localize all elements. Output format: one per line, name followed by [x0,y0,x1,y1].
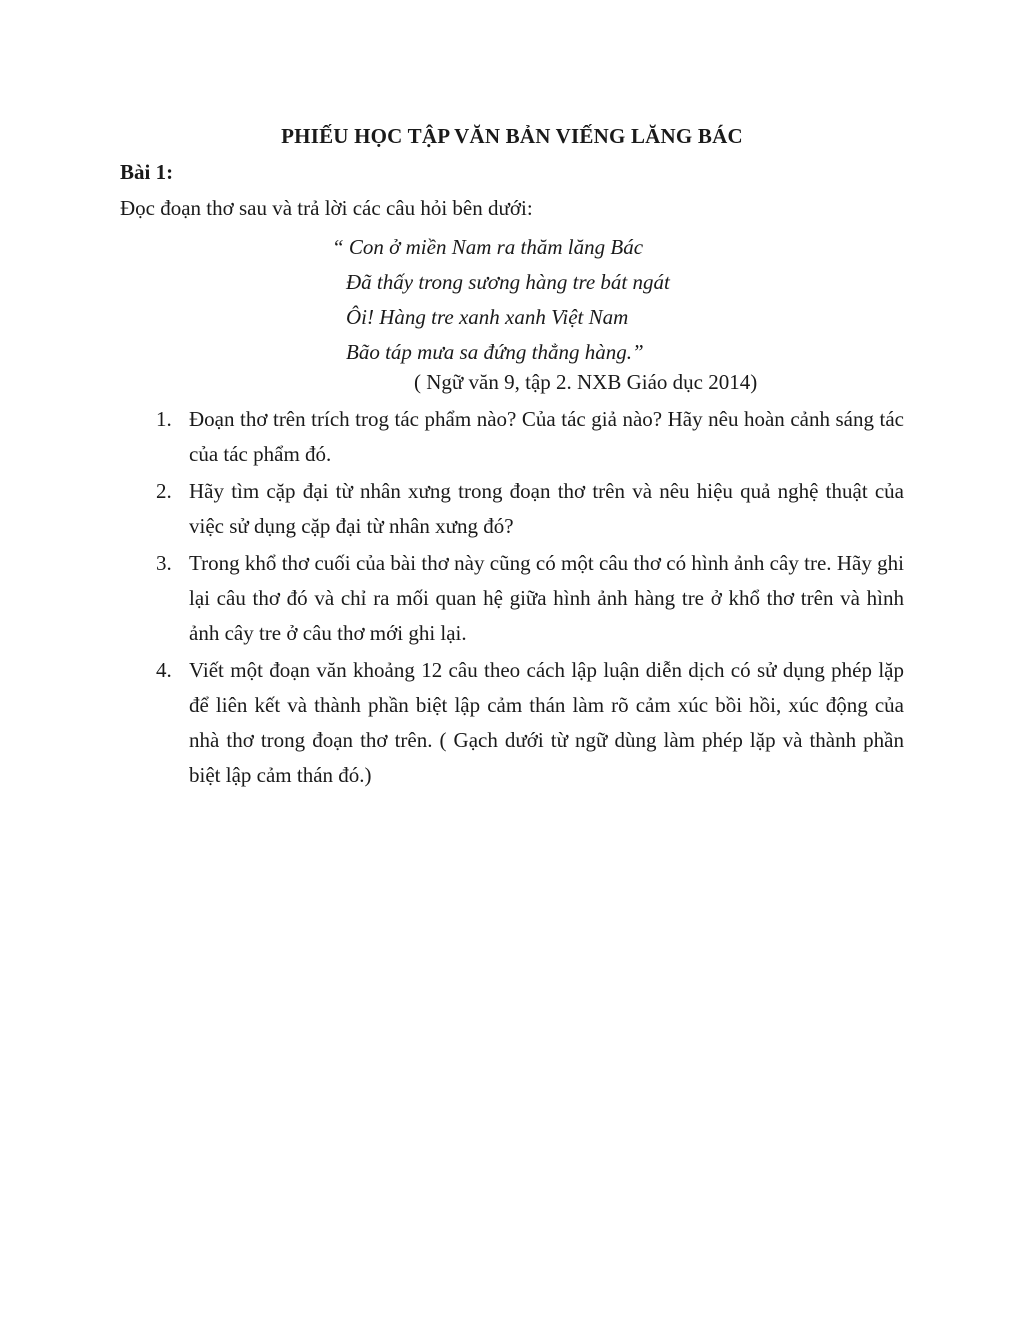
instruction-text: Đọc đoạn thơ sau và trả lời các câu hỏi bên dưới: [120,196,533,220]
poem-citation: ( Ngữ văn 9, tập 2. NXB Giáo dục 2014) [414,370,758,394]
poem-excerpt [332,230,670,370]
question-item [156,474,904,544]
poem-line: “ Con ở miền Nam ra thăm lăng Bác [332,235,644,259]
page-title: PHIẾU HỌC TẬP VĂN BẢN VIẾNG LĂNG BÁC [281,124,743,148]
question-item [156,546,904,651]
question-text: Trong khổ thơ cuối của bài thơ này cũng có một câu thơ có hình ảnh cây tre. Hãy ghi lại câu thơ đó và chỉ ra mối quan hệ giữa hình ảnh hàng tre ở khổ thơ trên và hình ảnh cây tre ở câu thơ mới ghi lại. [189,551,904,645]
poem-line: Đã thấy trong sương hàng tre bát ngát [346,270,670,294]
question-number: 1. [156,407,172,431]
question-text: Hãy tìm cặp đại từ nhân xưng trong đoạn thơ trên và nêu hiệu quả nghệ thuật của việc sử dụng cặp đại từ nhân xưng đó? [189,479,904,538]
question-item [156,653,904,793]
poem-line: Bão táp mưa sa đứng thẳng hàng.” [346,340,644,364]
question-text: Đoạn thơ trên trích trog tác phẩm nào? Của tác giả nào? Hãy nêu hoàn cảnh sáng tác của tác phẩm đó. [189,407,904,466]
question-text: Viết một đoạn văn khoảng 12 câu theo cách lập luận diễn dịch có sử dụng phép lặp để liên kết và thành phần biệt lập cảm thán làm rõ cảm xúc bồi hồi, xúc động của nhà thơ trong đoạn thơ trên. ( Gạch dưới từ ngữ dùng làm phép lặp và thành phần biệt lập cảm thán đó.) [189,658,904,787]
question-item [156,402,904,472]
exercise-label: Bài 1: [120,160,174,184]
question-number: 2. [156,479,172,503]
question-list [156,402,904,795]
question-number: 4. [156,658,172,682]
poem-line: Ôi! Hàng tre xanh xanh Việt Nam [346,305,629,329]
question-number: 3. [156,551,172,575]
